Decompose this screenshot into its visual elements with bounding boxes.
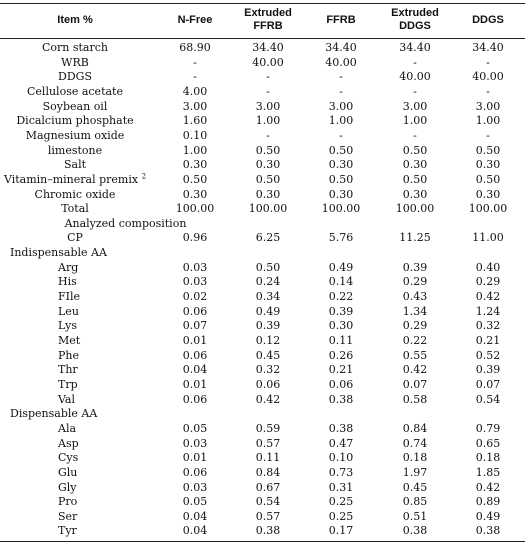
table-cell: 0.67 bbox=[255, 480, 281, 494]
table-row bbox=[0, 407, 525, 422]
table-cell: 0.50 bbox=[255, 260, 281, 274]
row-label bbox=[10, 246, 160, 261]
table-cell: 0.50 bbox=[328, 172, 354, 186]
table-cell: 34.40 bbox=[472, 41, 504, 54]
table-row bbox=[0, 202, 525, 217]
row-label-text: Corn starch bbox=[41, 41, 108, 54]
top-rule bbox=[0, 3, 525, 4]
table-cell: 0.10 bbox=[328, 451, 354, 465]
table-cell: - bbox=[413, 128, 417, 142]
table-cell: 0.26 bbox=[328, 348, 354, 362]
table-cell: 0.22 bbox=[402, 334, 428, 347]
table-row bbox=[0, 510, 525, 525]
table-cell: 0.38 bbox=[328, 392, 354, 406]
row-label-text: Leu bbox=[58, 304, 79, 318]
table-cell: 0.17 bbox=[328, 524, 354, 538]
table-cell: 0.30 bbox=[255, 158, 281, 172]
table-cell: 0.30 bbox=[255, 187, 281, 201]
table-cell: 0.45 bbox=[255, 348, 281, 362]
table-row bbox=[0, 378, 525, 393]
table-cell: 6.25 bbox=[255, 231, 281, 245]
table-cell: 100.00 bbox=[321, 202, 361, 216]
table-cell: 0.50 bbox=[255, 172, 281, 186]
table-row bbox=[0, 319, 525, 334]
row-label bbox=[0, 202, 150, 217]
table-cell: 0.03 bbox=[182, 436, 208, 450]
table-cell: 0.32 bbox=[475, 319, 501, 333]
table-cell: 0.58 bbox=[402, 392, 428, 406]
table-row bbox=[0, 144, 525, 159]
row-label-text: Analyzed composition bbox=[64, 216, 187, 230]
row-label bbox=[10, 407, 160, 422]
row-label-text: Total bbox=[61, 202, 89, 216]
table-row bbox=[0, 334, 525, 349]
table-row bbox=[0, 495, 525, 510]
row-label-text: Asp bbox=[58, 436, 79, 450]
table-cell: 0.54 bbox=[255, 495, 281, 509]
table-cell: 0.11 bbox=[328, 334, 354, 347]
table-cell: 0.50 bbox=[402, 143, 428, 157]
table-cell: 0.74 bbox=[402, 436, 428, 450]
table-cell: 0.43 bbox=[402, 290, 428, 304]
table-cell: 0.89 bbox=[475, 495, 501, 509]
table-cell: 1.00 bbox=[255, 114, 281, 128]
table-cell: - bbox=[339, 84, 343, 98]
table-cell: 40.00 bbox=[252, 55, 284, 69]
row-label bbox=[0, 100, 150, 115]
table-cell: 1.00 bbox=[328, 114, 354, 128]
table-cell: 0.50 bbox=[475, 172, 501, 186]
header-extruded-ddgs bbox=[380, 7, 450, 33]
table-cell: 100.00 bbox=[395, 202, 435, 216]
row-label bbox=[0, 129, 150, 144]
table-row bbox=[0, 114, 525, 129]
table-cell: 0.49 bbox=[255, 304, 281, 318]
header-rule bbox=[0, 38, 525, 39]
table-cell: 0.04 bbox=[182, 363, 208, 377]
table-cell: 0.02 bbox=[182, 290, 208, 304]
table-cell: 0.01 bbox=[182, 451, 208, 465]
table-cell: 0.45 bbox=[402, 480, 428, 494]
table-cell: 0.04 bbox=[182, 524, 208, 538]
table-cell: - bbox=[266, 70, 270, 84]
table-cell: 0.29 bbox=[475, 275, 501, 289]
table-cell: 0.47 bbox=[328, 436, 354, 450]
table-cell: 3.00 bbox=[402, 99, 428, 113]
row-label-text: Gly bbox=[58, 480, 77, 494]
row-label bbox=[0, 70, 150, 85]
table-cell: 0.65 bbox=[475, 436, 501, 450]
table-cell: 0.49 bbox=[328, 260, 354, 274]
table-cell: 11.25 bbox=[399, 231, 431, 245]
table-row bbox=[0, 275, 525, 290]
row-label-text: Pro bbox=[58, 495, 78, 509]
table-cell: 0.14 bbox=[328, 275, 354, 289]
row-label bbox=[58, 349, 158, 364]
table-cell: 0.34 bbox=[255, 290, 281, 304]
table-cell: 3.00 bbox=[328, 99, 354, 113]
table-row bbox=[0, 393, 525, 408]
bottom-rule bbox=[0, 541, 525, 542]
table-row bbox=[0, 246, 525, 261]
table-row bbox=[0, 422, 525, 437]
header-ffrb: FFRB bbox=[326, 14, 356, 26]
table-cell: 0.38 bbox=[402, 524, 428, 538]
table-cell: 0.50 bbox=[475, 143, 501, 157]
table-cell: - bbox=[413, 55, 417, 69]
table-cell: 0.30 bbox=[328, 187, 354, 201]
table-cell: 0.29 bbox=[402, 319, 428, 333]
table-row bbox=[0, 349, 525, 364]
table-cell: 0.18 bbox=[402, 451, 428, 465]
table-cell: 0.57 bbox=[255, 509, 281, 523]
row-label bbox=[0, 158, 150, 173]
table-cell: 0.10 bbox=[182, 128, 208, 142]
table-cell: 0.40 bbox=[475, 260, 501, 274]
table-cell: 3.00 bbox=[475, 99, 501, 113]
table-cell: 0.25 bbox=[328, 509, 354, 523]
table-cell: - bbox=[193, 70, 197, 84]
table-cell: 0.06 bbox=[328, 377, 354, 391]
table-row bbox=[0, 129, 525, 144]
table-cell: 100.00 bbox=[248, 202, 288, 216]
table-cell: 0.84 bbox=[255, 465, 281, 479]
table-cell: 0.55 bbox=[402, 348, 428, 362]
table-cell: 0.30 bbox=[182, 187, 208, 201]
table-cell: - bbox=[413, 84, 417, 98]
row-label-text: Lys bbox=[58, 319, 77, 333]
table-cell: 4.00 bbox=[182, 84, 208, 98]
table-cell: 0.30 bbox=[475, 158, 501, 172]
table-cell: 40.00 bbox=[472, 70, 504, 84]
row-label bbox=[0, 56, 150, 71]
table-cell: 0.50 bbox=[182, 172, 208, 186]
table-cell: 34.40 bbox=[399, 41, 431, 54]
table-cell: 0.42 bbox=[255, 392, 281, 406]
table-cell: 0.52 bbox=[475, 348, 501, 362]
row-label bbox=[58, 393, 158, 408]
table-cell: 0.06 bbox=[182, 465, 208, 479]
table-cell: 3.00 bbox=[182, 99, 208, 113]
table-cell: 0.21 bbox=[475, 334, 501, 347]
row-label-text: WRB bbox=[61, 55, 89, 69]
header-item: Item % bbox=[57, 14, 93, 26]
table-cell: 0.39 bbox=[475, 363, 501, 377]
row-label-text: Dicalcium phosphate bbox=[16, 114, 134, 128]
table-cell: 0.03 bbox=[182, 260, 208, 274]
row-label-text: Salt bbox=[63, 158, 87, 172]
table-cell: 34.40 bbox=[252, 41, 284, 54]
table-cell: 0.12 bbox=[255, 334, 281, 347]
row-label bbox=[58, 334, 158, 349]
row-label-text: Arg bbox=[58, 260, 79, 274]
table-row bbox=[0, 451, 525, 466]
table-row bbox=[0, 231, 525, 246]
table-cell: 0.11 bbox=[255, 451, 281, 465]
table-cell: 100.00 bbox=[468, 202, 508, 216]
table-cell: 0.03 bbox=[182, 275, 208, 289]
table-row bbox=[0, 437, 525, 452]
table-cell: 0.24 bbox=[255, 275, 281, 289]
table-cell: 0.39 bbox=[255, 319, 281, 333]
header-extruded-ffrb-line2: FFRB bbox=[253, 20, 283, 32]
table-cell: 0.85 bbox=[402, 495, 428, 509]
row-label bbox=[0, 41, 150, 56]
table-row bbox=[0, 217, 525, 232]
table-cell: 0.51 bbox=[402, 509, 428, 523]
table-cell: 100.00 bbox=[175, 202, 215, 216]
table-cell: 68.90 bbox=[179, 41, 211, 54]
header-extruded-ddgs-line1: Extruded bbox=[391, 7, 439, 19]
row-label-text: Glu bbox=[58, 465, 78, 479]
table-cell: 0.38 bbox=[475, 524, 501, 538]
row-label bbox=[0, 231, 150, 246]
table-cell: - bbox=[339, 70, 343, 84]
table-row bbox=[0, 524, 525, 539]
table-cell: 0.07 bbox=[182, 319, 208, 333]
table-cell: - bbox=[193, 55, 197, 69]
row-label-text: Magnesium oxide bbox=[25, 128, 125, 142]
table-cell: 1.97 bbox=[402, 465, 428, 479]
row-label-text: Thr bbox=[58, 363, 78, 377]
table-row bbox=[0, 56, 525, 71]
table-cell: - bbox=[339, 128, 343, 142]
row-label bbox=[58, 305, 158, 320]
table-cell: 0.30 bbox=[402, 158, 428, 172]
table-cell: 0.07 bbox=[402, 377, 428, 391]
table-cell: 0.06 bbox=[182, 348, 208, 362]
table-cell: 0.79 bbox=[475, 421, 501, 435]
table-cell: 0.30 bbox=[328, 158, 354, 172]
table-cell: 0.50 bbox=[402, 172, 428, 186]
table-cell: 0.31 bbox=[328, 480, 354, 494]
table-cell: 40.00 bbox=[325, 55, 357, 69]
row-label-text: FIle bbox=[58, 290, 81, 304]
row-label bbox=[58, 319, 158, 334]
table-row bbox=[0, 481, 525, 496]
table-cell: 0.18 bbox=[475, 451, 501, 465]
row-label bbox=[58, 275, 158, 290]
row-label bbox=[58, 451, 158, 466]
table-cell: 0.30 bbox=[328, 319, 354, 333]
table-cell: 0.96 bbox=[182, 231, 208, 245]
table-cell: 0.50 bbox=[328, 143, 354, 157]
table-row bbox=[0, 363, 525, 378]
row-label-text: His bbox=[58, 275, 77, 289]
table-cell: 0.42 bbox=[475, 290, 501, 304]
table-cell: 0.25 bbox=[328, 495, 354, 509]
table-cell: 0.39 bbox=[402, 260, 428, 274]
table-cell: - bbox=[266, 84, 270, 98]
row-label-text: Trp bbox=[58, 377, 78, 391]
row-label-text: DDGS bbox=[58, 70, 92, 84]
table-cell: 0.06 bbox=[182, 392, 208, 406]
table-cell: 1.60 bbox=[182, 114, 208, 128]
table-cell: 0.42 bbox=[475, 480, 501, 494]
row-label bbox=[0, 188, 150, 203]
table-cell: 0.59 bbox=[255, 421, 281, 435]
row-label bbox=[58, 378, 158, 393]
row-label-text: Chromic oxide bbox=[34, 187, 116, 201]
table-row bbox=[0, 85, 525, 100]
table-cell: 1.24 bbox=[475, 304, 501, 318]
table-cell: - bbox=[486, 128, 490, 142]
table-row bbox=[0, 70, 525, 85]
row-label-text: Cellulose acetate bbox=[27, 84, 123, 98]
row-label-text: CP bbox=[67, 231, 83, 245]
table-cell: 11.00 bbox=[472, 231, 504, 245]
table-cell: 0.30 bbox=[402, 187, 428, 201]
header-nfree: N-Free bbox=[177, 14, 213, 26]
table-cell: 34.40 bbox=[325, 41, 357, 54]
table-cell: - bbox=[266, 128, 270, 142]
table-cell: 0.30 bbox=[182, 158, 208, 172]
header-extruded-ffrb-line1: Extruded bbox=[244, 7, 292, 19]
table-cell: 0.03 bbox=[182, 480, 208, 494]
row-label bbox=[0, 114, 150, 129]
table-cell: 0.42 bbox=[402, 363, 428, 377]
table-row bbox=[0, 290, 525, 305]
row-label-text: Dispensable AA bbox=[10, 407, 98, 421]
row-label-text: Ala bbox=[58, 421, 77, 435]
table-row bbox=[0, 173, 525, 188]
table-cell: 0.50 bbox=[255, 143, 281, 157]
table-cell: 0.54 bbox=[475, 392, 501, 406]
table-cell: 1.85 bbox=[475, 465, 501, 479]
table-cell: 0.06 bbox=[255, 377, 281, 391]
row-label bbox=[58, 363, 158, 378]
table-cell: 0.30 bbox=[475, 187, 501, 201]
table-row bbox=[0, 41, 525, 56]
table-cell: 0.57 bbox=[255, 436, 281, 450]
row-label bbox=[58, 290, 158, 305]
row-label bbox=[58, 466, 158, 481]
table-row bbox=[0, 158, 525, 173]
table-cell: 1.34 bbox=[402, 304, 428, 318]
table-cell: 1.00 bbox=[182, 143, 208, 157]
header-ddgs: DDGS bbox=[472, 14, 504, 26]
row-label bbox=[58, 422, 158, 437]
composition-table bbox=[0, 3, 525, 542]
table-cell: - bbox=[486, 84, 490, 98]
row-label bbox=[58, 495, 158, 510]
row-label-text: Ser bbox=[58, 509, 78, 523]
table-cell: 40.00 bbox=[399, 70, 431, 84]
table-cell: 1.00 bbox=[475, 114, 501, 128]
table-cell: 0.73 bbox=[328, 465, 354, 479]
row-label-text: Val bbox=[58, 392, 76, 406]
table-cell: 3.00 bbox=[255, 99, 281, 113]
table-cell: 0.49 bbox=[475, 509, 501, 523]
row-label bbox=[0, 173, 150, 188]
table-cell: 0.05 bbox=[182, 495, 208, 509]
header-extruded-ddgs-line2: DDGS bbox=[399, 20, 431, 32]
row-label-text: Met bbox=[58, 334, 81, 347]
row-label bbox=[58, 481, 158, 496]
header-extruded-ffrb bbox=[235, 7, 301, 33]
row-label-text: Tyr bbox=[58, 524, 77, 538]
row-label-text: Indispensable AA bbox=[10, 246, 107, 260]
row-label-text: Soybean oil bbox=[42, 99, 108, 113]
row-label-text: Vitamin–mineral premix bbox=[3, 172, 139, 186]
row-label bbox=[58, 510, 158, 525]
table-cell: 0.32 bbox=[255, 363, 281, 377]
table-cell: 0.38 bbox=[328, 421, 354, 435]
row-label bbox=[0, 85, 150, 100]
table-cell: 0.04 bbox=[182, 509, 208, 523]
table-cell: 0.39 bbox=[328, 304, 354, 318]
table-row bbox=[0, 466, 525, 481]
table-cell: 0.21 bbox=[328, 363, 354, 377]
table-row bbox=[0, 305, 525, 320]
table-cell: 0.06 bbox=[182, 304, 208, 318]
footnote-marker: 2 bbox=[141, 172, 147, 181]
table-cell: 0.84 bbox=[402, 421, 428, 435]
row-label-text: limestone bbox=[47, 143, 103, 157]
row-label-text: Phe bbox=[58, 348, 79, 362]
row-label bbox=[18, 217, 233, 232]
table-cell: 0.07 bbox=[475, 377, 501, 391]
table-row bbox=[0, 188, 525, 203]
table-cell: 0.38 bbox=[255, 524, 281, 538]
table-cell: 5.76 bbox=[328, 231, 354, 245]
table-cell: 1.00 bbox=[402, 114, 428, 128]
table-cell: 0.01 bbox=[182, 377, 208, 391]
table-row bbox=[0, 100, 525, 115]
table-cell: 0.22 bbox=[328, 290, 354, 304]
table-row bbox=[0, 261, 525, 276]
table-cell: 0.29 bbox=[402, 275, 428, 289]
row-label bbox=[58, 437, 158, 452]
table-cell: - bbox=[486, 55, 490, 69]
table-cell: 0.05 bbox=[182, 421, 208, 435]
row-label-text: Cys bbox=[58, 451, 79, 465]
row-label bbox=[58, 524, 158, 539]
table-cell: 0.01 bbox=[182, 334, 208, 347]
row-label bbox=[58, 261, 158, 276]
row-label bbox=[0, 144, 150, 159]
